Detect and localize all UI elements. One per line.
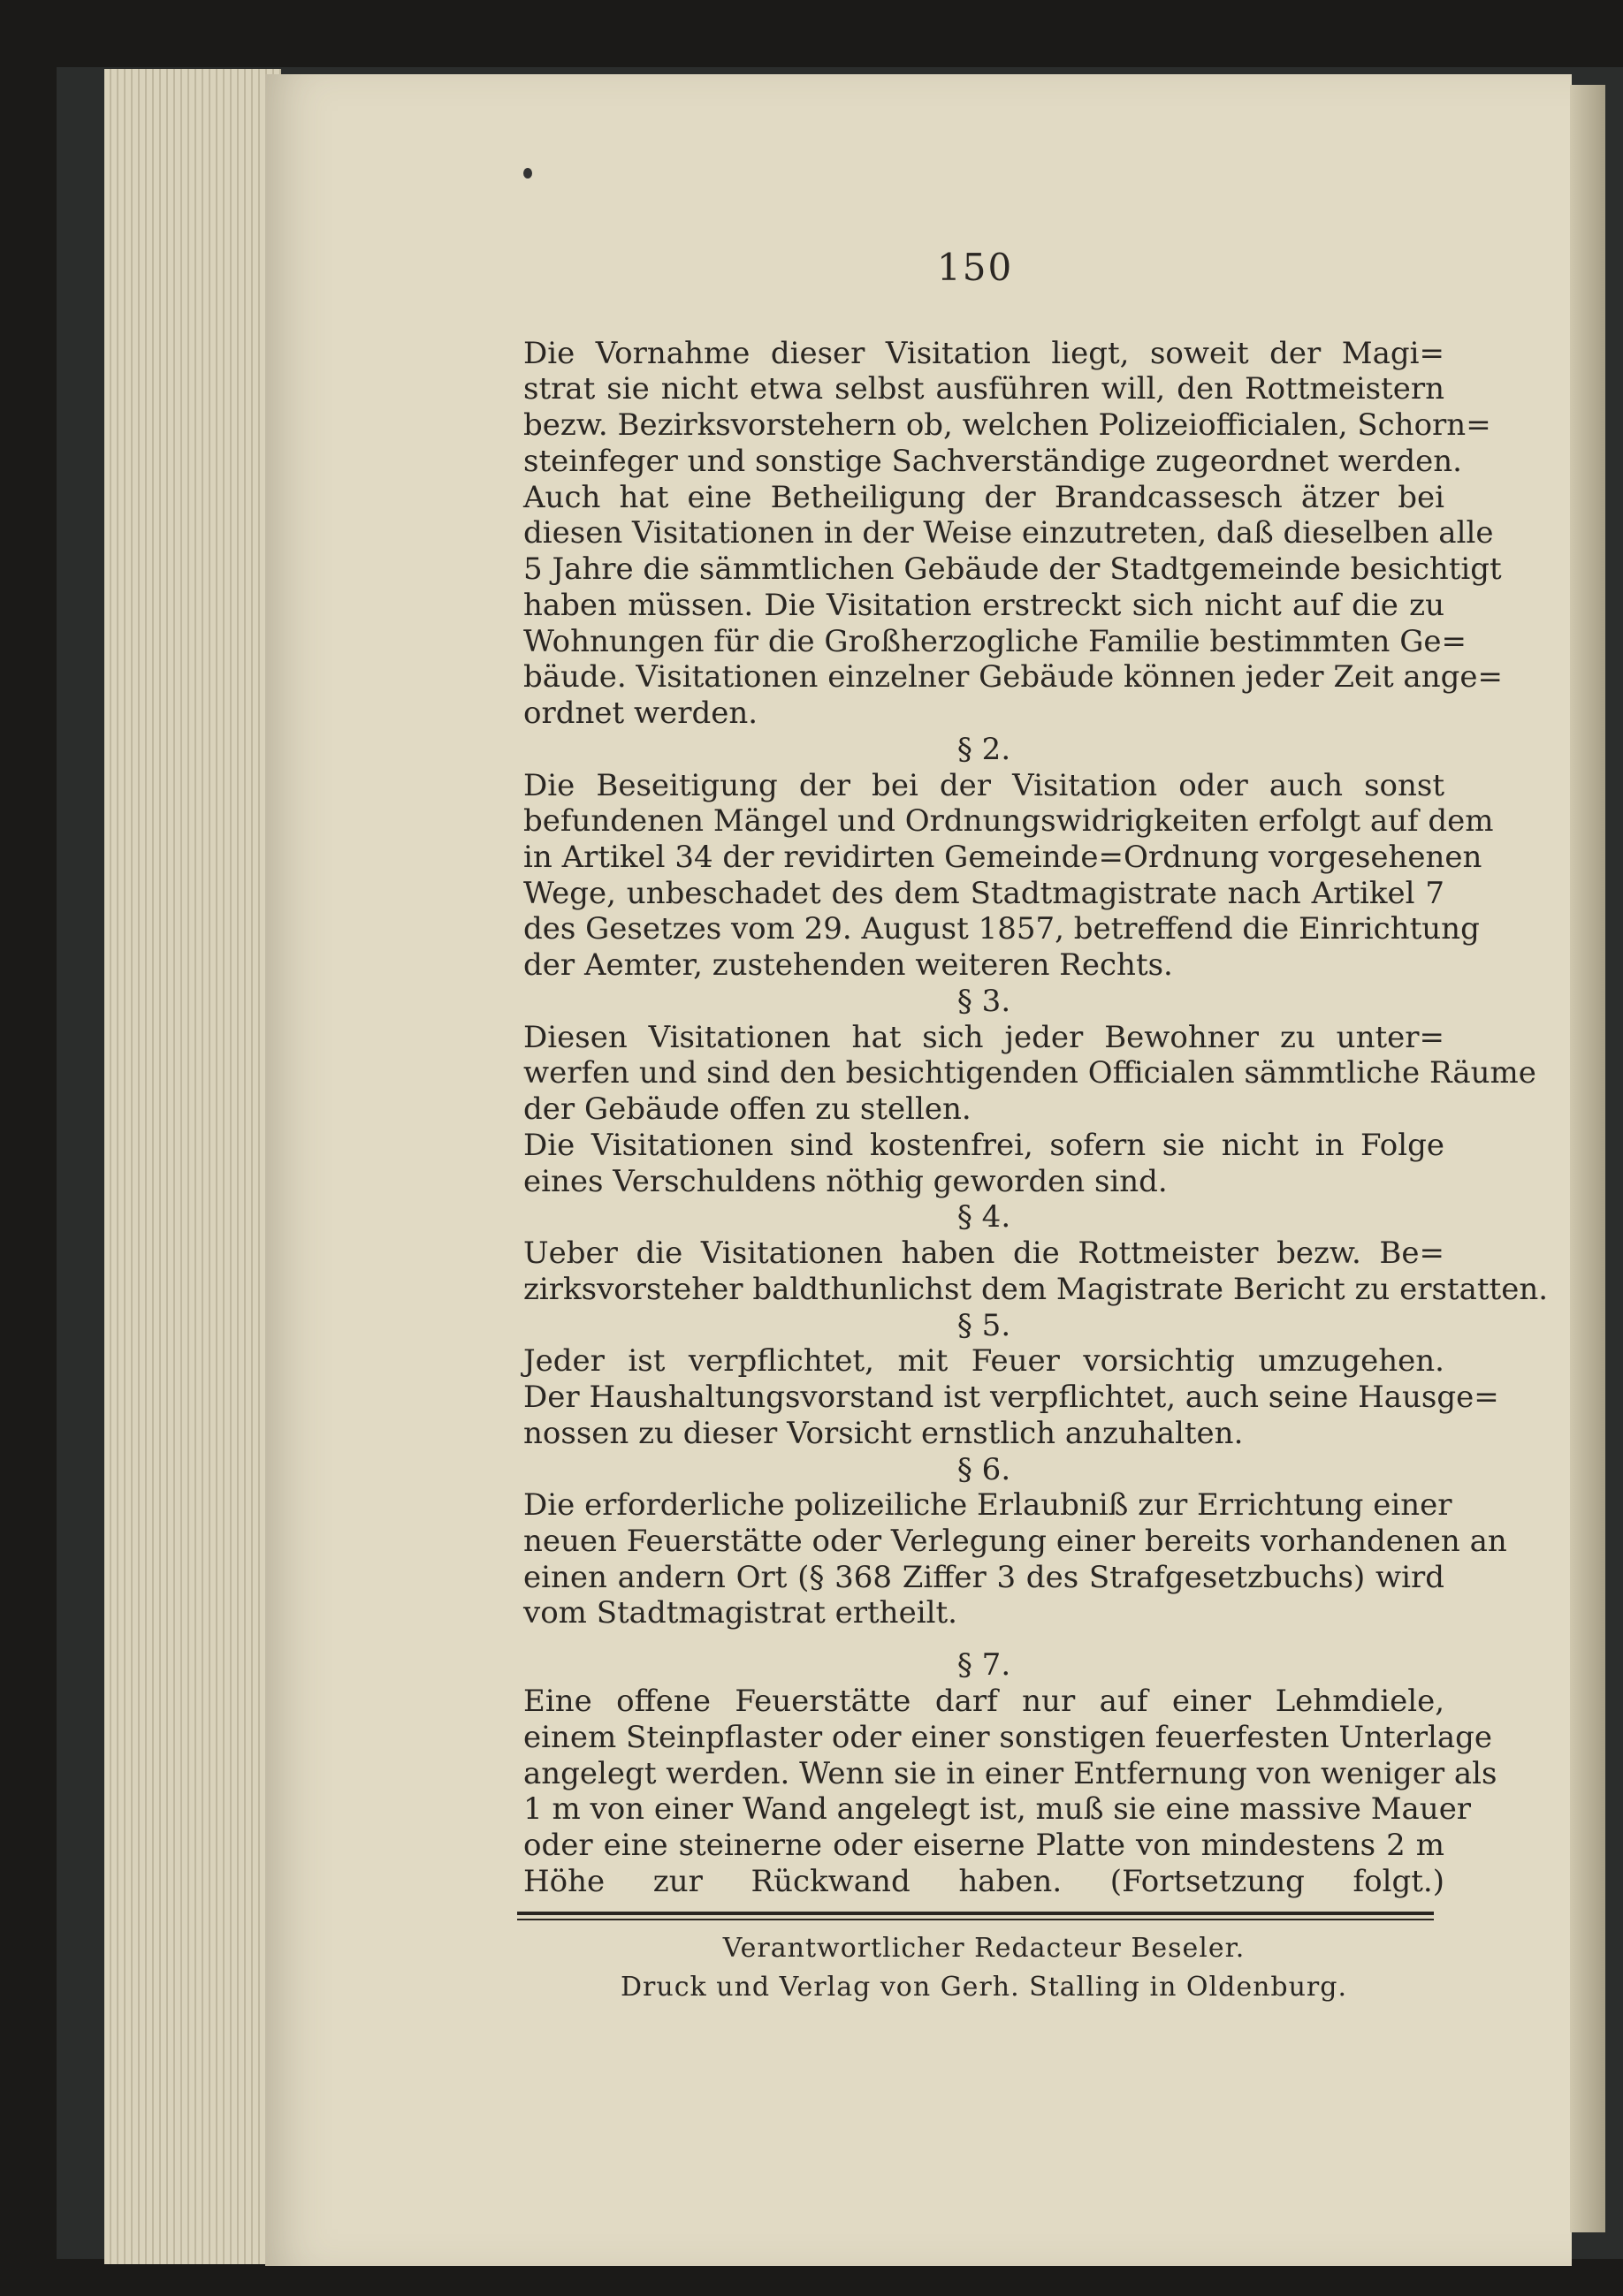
text-line: nossen zu dieser Vorsicht ernstlich anzuhalten.: [523, 1416, 1244, 1451]
text-line: einem Steinpflaster oder einer sonstigen feuerfesten Unterlage: [523, 1720, 1493, 1755]
text-line: Der Haushaltungsvorstand ist verpflichtet, auch seine Hausge=: [523, 1380, 1499, 1415]
text-line: eines Verschuldens nöthig geworden sind.: [523, 1164, 1168, 1199]
section-heading: § 7.: [956, 1647, 1011, 1683]
text-line: Die erforderliche polizeiliche Erlaubniß zur Errichtung einer: [523, 1487, 1452, 1523]
text-line: ordnet werden.: [523, 696, 758, 731]
text-line: des Gesetzes vom 29. August 1857, betreffend die Einrichtung: [523, 911, 1480, 947]
text-line: vom Stadtmagistrat ertheilt.: [523, 1595, 957, 1631]
right-page-edge: [1570, 85, 1605, 2232]
text-line: oder eine steinerne oder eiserne Platte von mindestens 2 m: [523, 1828, 1444, 1863]
text-line: Höhe zur Rückwand haben. (Fortsetzung folgt.): [523, 1864, 1444, 1899]
section-heading: § 5.: [956, 1308, 1011, 1343]
page-number: 150: [937, 246, 1014, 289]
text-line: haben müssen. Die Visitation erstreckt sich nicht auf die zu: [523, 588, 1444, 623]
section-heading: § 3.: [956, 984, 1011, 1019]
text-line: bäude. Visitationen einzelner Gebäude können jeder Zeit ange=: [523, 659, 1503, 695]
text-line: Diesen Visitationen hat sich jeder Bewohner zu unter=: [523, 1020, 1444, 1055]
text-line: Die Vornahme dieser Visitation liegt, soweit der Magi=: [523, 336, 1444, 371]
ink-dot: [523, 168, 532, 179]
text-line: Wohnungen für die Großherzogliche Familie bestimmten Ge=: [523, 624, 1467, 659]
text-line: Die Visitationen sind kostenfrei, sofern sie nicht in Folge: [523, 1128, 1444, 1163]
text-line: Die Beseitigung der bei der Visitation oder auch sonst: [523, 768, 1444, 803]
text-line: steinfeger und sonstige Sachverständige zugeordnet werden.: [523, 444, 1462, 479]
text-line: befundenen Mängel und Ordnungswidrigkeiten erfolgt auf dem: [523, 803, 1494, 839]
text-line: angelegt werden. Wenn sie in einer Entfernung von weniger als: [523, 1756, 1497, 1791]
text-line: in Artikel 34 der revidirten Gemeinde=Ordnung vorgesehenen: [523, 840, 1482, 875]
text-line: Auch hat eine Betheiligung der Brandcassesch ätzer bei: [523, 480, 1444, 515]
page-edges: [104, 69, 281, 2264]
text-line: 1 m von einer Wand angelegt ist, muß sie eine massive Mauer: [523, 1791, 1472, 1827]
text-line: diesen Visitationen in der Weise einzutreten, daß dieselben alle: [523, 515, 1494, 551]
section-heading: § 4.: [956, 1199, 1011, 1235]
text-line: Eine offene Feuerstätte darf nur auf einer Lehmdiele,: [523, 1684, 1444, 1719]
section-heading: § 2.: [956, 732, 1011, 767]
printer-credit: Druck und Verlag von Gerh. Stalling in Oldenburg.: [620, 1972, 1348, 2003]
text-line: der Aemter, zustehenden weiteren Rechts.: [523, 947, 1173, 983]
text-line: werfen und sind den besichtigenden Officialen sämmtliche Räume: [523, 1055, 1536, 1091]
text-line: der Gebäude offen zu stellen.: [523, 1091, 972, 1127]
text-line: einen andern Ort (§ 368 Ziffer 3 des Strafgesetzbuchs) wird: [523, 1560, 1444, 1595]
text-line: bezw. Bezirksvorstehern ob, welchen Polizeiofficialen, Schorn=: [523, 407, 1491, 443]
editor-credit: Verantwortlicher Redacteur Beseler.: [722, 1933, 1246, 1964]
footer-rule-thin: [517, 1919, 1434, 1920]
text-line: strat sie nicht etwa selbst ausführen will, den Rottmeistern: [523, 371, 1444, 407]
text-line: Jeder ist verpflichtet, mit Feuer vorsichtig umzugehen.: [523, 1343, 1444, 1379]
text-line: zirksvorsteher baldthunlichst dem Magistrate Bericht zu erstatten.: [523, 1272, 1549, 1307]
text-line: neuen Feuerstätte oder Verlegung einer bereits vorhandenen an: [523, 1524, 1507, 1559]
text-line: 5 Jahre die sämmtlichen Gebäude der Stadtgemeinde besichtigt: [523, 551, 1502, 587]
text-line: Wege, unbeschadet des dem Stadtmagistrate nach Artikel 7: [523, 876, 1444, 911]
section-heading: § 6.: [956, 1452, 1011, 1487]
text-line: Ueber die Visitationen haben die Rottmeister bezw. Be=: [523, 1235, 1444, 1271]
footer-rule-thick: [517, 1912, 1434, 1915]
